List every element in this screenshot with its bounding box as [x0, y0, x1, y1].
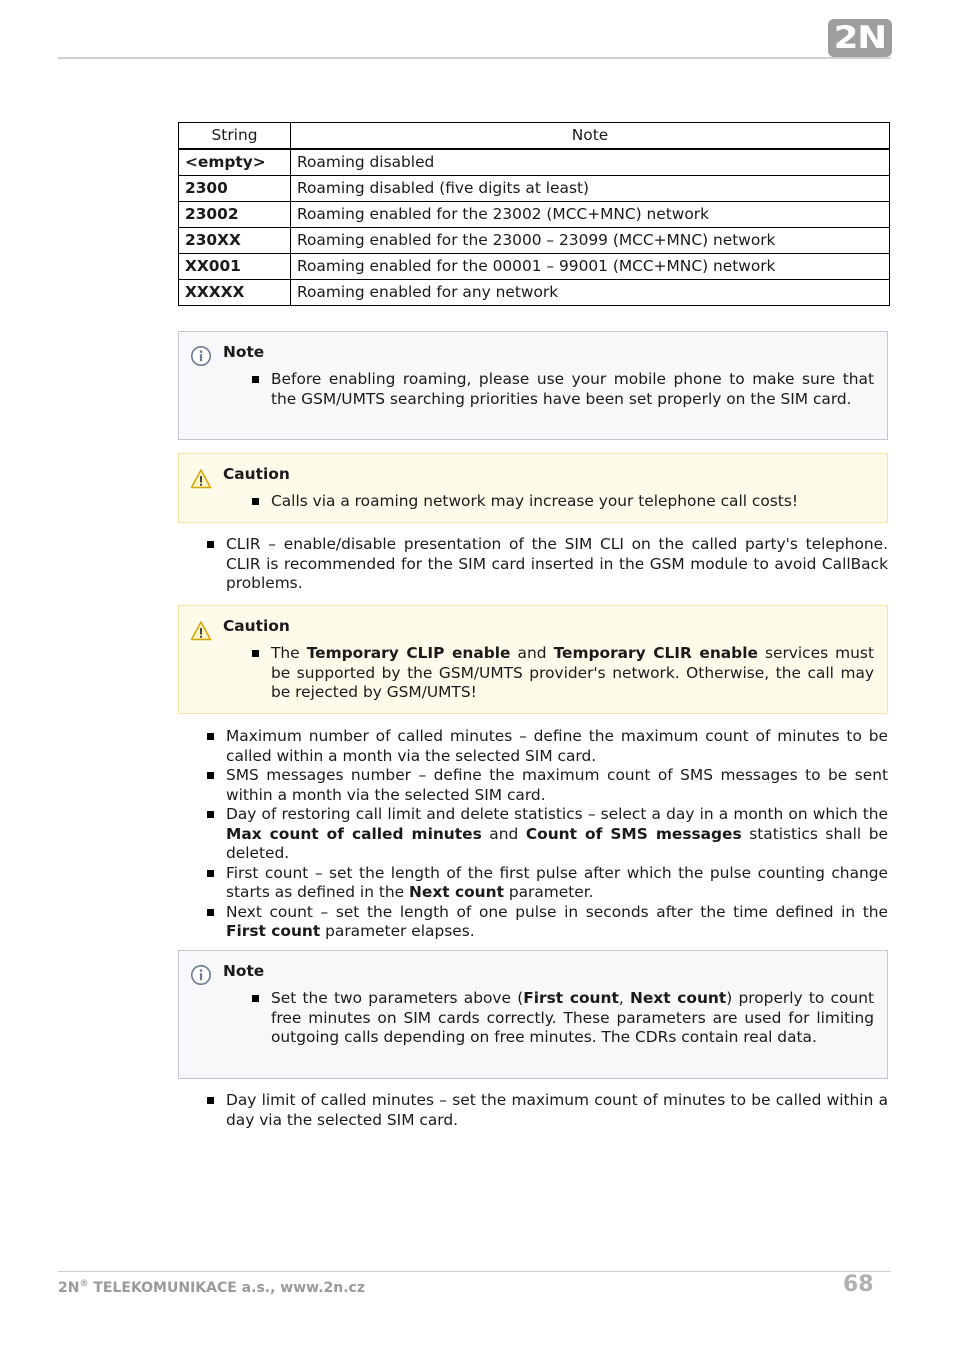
table-row	[179, 202, 890, 228]
table-row	[179, 280, 890, 306]
list-item-clir: CLIR – enable/disable presentation of the SIM CLI on the called party's telephone. CLIR is recommended for the SIM card inserted in the GSM module to avoid CallBack problems.	[226, 535, 888, 592]
table-cell-string: <empty>	[179, 149, 291, 176]
table-cell-note: Roaming enabled for the 00001 – 99001 (MCC+MNC) network	[291, 254, 890, 280]
page-number: 68	[843, 1272, 874, 1297]
note-list	[271, 989, 874, 1048]
caution-list	[271, 644, 874, 703]
roaming-table	[178, 122, 890, 306]
note-title: Note	[223, 343, 265, 361]
note-list	[271, 370, 874, 409]
table-cell-string: XXXXX	[179, 280, 291, 306]
list-item: Set the two parameters above (First count, Next count) properly to count free minutes on SIM cards correctly. These parameters are used for limiting outgoing calls depending on free minutes. The CDRs contain real data.	[271, 989, 874, 1046]
info-icon	[190, 964, 212, 986]
list-item-max-minutes: Maximum number of called minutes – define the maximum count of minutes to be called within a month via the selected SIM card.	[226, 727, 888, 765]
table-cell-note: Roaming enabled for the 23000 – 23099 (MCC+MNC) network	[291, 228, 890, 254]
header-divider	[58, 57, 891, 59]
list-item: Calls via a roaming network may increase your telephone call costs!	[271, 492, 874, 512]
caution-box-clip	[178, 605, 888, 714]
table-row	[179, 149, 890, 176]
table-cell-string: 230XX	[179, 228, 291, 254]
list-item: The Temporary CLIP enable and Temporary CLIR enable services must be supported by the GSM/UMTS provider's network. Otherwise, the call may be rejected by GSM/UMTS!	[271, 644, 874, 701]
list-item-sms-number: SMS messages number – define the maximum count of SMS messages to be sent within a month via the selected SIM card.	[226, 766, 888, 804]
list-item-first-count: First count – set the length of the first pulse after which the pulse counting change starts as defined in the Next count parameter.	[226, 863, 888, 901]
day-limit-list	[226, 1091, 888, 1130]
table-row	[179, 176, 890, 202]
footer-company: 2N® TELEKOMUNIKACE a.s., www.2n.cz	[58, 1279, 365, 1296]
warning-icon	[190, 468, 212, 490]
warning-icon	[190, 620, 212, 642]
table-header-row	[179, 123, 890, 150]
note-box-count	[178, 950, 888, 1079]
brand-logo: 2N	[828, 19, 892, 57]
caution-title: Caution	[223, 617, 290, 635]
limits-list	[226, 727, 888, 942]
note-box-roaming	[178, 331, 888, 440]
table-cell-string: 23002	[179, 202, 291, 228]
table-cell-note: Roaming enabled for any network	[291, 280, 890, 306]
footer-divider	[58, 1271, 891, 1272]
table-cell-note: Roaming disabled (five digits at least)	[291, 176, 890, 202]
table-row	[179, 254, 890, 280]
list-item-next-count: Next count – set the length of one pulse in seconds after the time defined in the First count parameter elapses.	[226, 902, 888, 940]
caution-title: Caution	[223, 465, 290, 483]
info-icon	[190, 345, 212, 367]
note-title: Note	[223, 962, 265, 980]
table-header-string: String	[179, 123, 291, 150]
table-cell-note: Roaming disabled	[291, 149, 890, 176]
table-row	[179, 228, 890, 254]
clir-list	[226, 535, 888, 594]
table-cell-string: 2300	[179, 176, 291, 202]
caution-list	[271, 492, 874, 512]
table-cell-note: Roaming enabled for the 23002 (MCC+MNC) network	[291, 202, 890, 228]
list-item-day-limit: Day limit of called minutes – set the maximum count of minutes to be called within a day via the selected SIM card.	[226, 1091, 888, 1129]
list-item-day-restore: Day of restoring call limit and delete statistics – select a day in a month on which the Max count of called minutes and Count of SMS messages statistics shall be deleted.	[226, 805, 888, 862]
caution-box-costs	[178, 453, 888, 523]
table-cell-string: XX001	[179, 254, 291, 280]
list-item: Before enabling roaming, please use your mobile phone to make sure that the GSM/UMTS searching priorities have been set properly on the SIM card.	[271, 370, 874, 408]
table-header-note: Note	[291, 123, 890, 150]
